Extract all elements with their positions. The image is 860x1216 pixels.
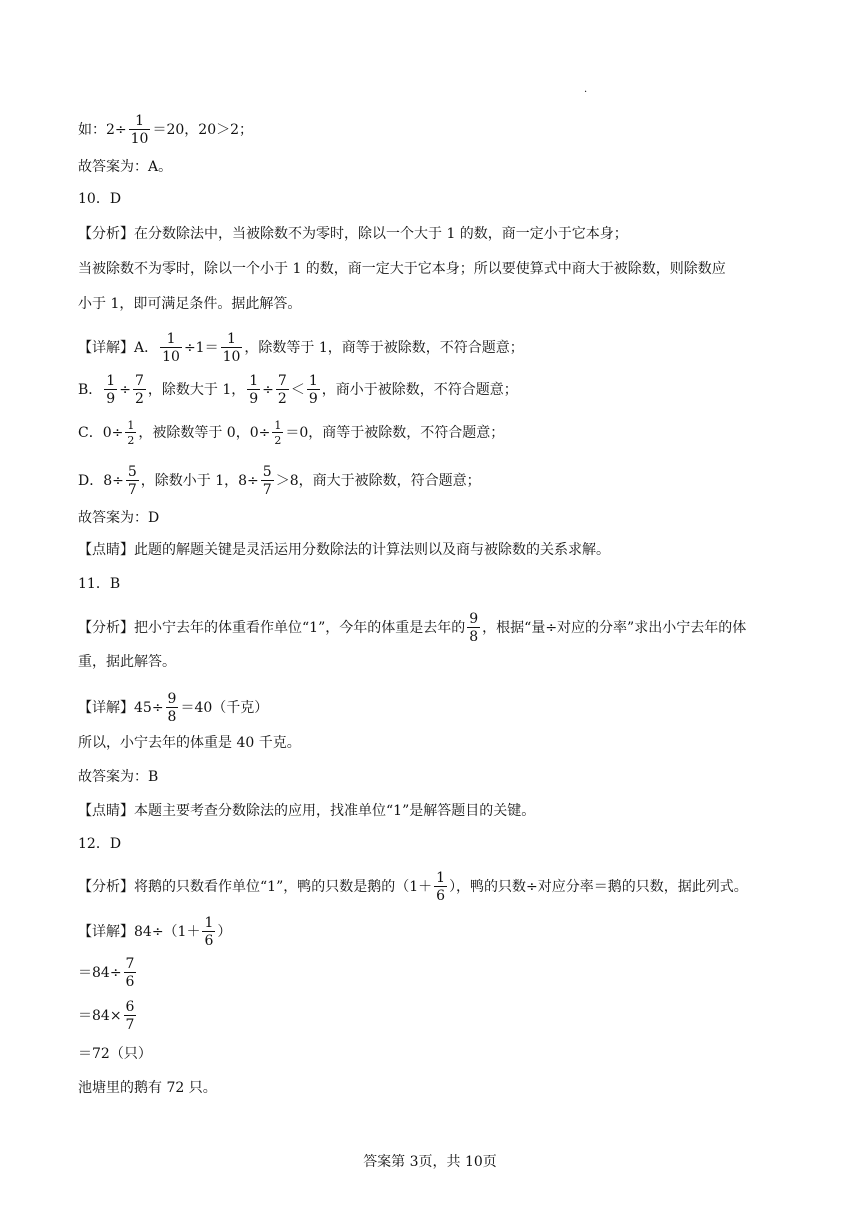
text-segment: D．8÷ — [78, 473, 124, 489]
text-segment: ＝84× — [78, 1008, 122, 1024]
fraction-numerator: 1 — [129, 114, 151, 130]
line-26: 池塘里的鹅有 72 只。 — [78, 1080, 217, 1096]
fraction — [276, 374, 289, 406]
line-12: 【点睛】此题的解题关键是灵活运用分数除法的计算法则以及商与被除数的关系求解。 — [78, 542, 610, 558]
fraction — [133, 374, 146, 406]
text-segment: ，被除数等于 0，0÷ — [138, 425, 271, 441]
line-6: 小于 1，即可满足条件。据此解答。 — [78, 296, 302, 312]
line-10 — [78, 465, 481, 497]
fraction-denominator: 9 — [249, 391, 259, 407]
fraction-denominator: 2 — [277, 391, 287, 407]
line-18: 故答案为：B — [78, 769, 159, 785]
page-footer: 答案第 3页，共 10页 — [363, 1154, 497, 1170]
fraction-numerator: 1 — [308, 373, 318, 389]
fraction — [125, 420, 136, 446]
fraction-denominator: 2 — [134, 391, 144, 407]
fraction-denominator: 6 — [125, 974, 135, 990]
line-21 — [78, 871, 748, 903]
text-segment: 【详解】A． — [78, 340, 159, 356]
fraction — [202, 916, 215, 948]
text-segment: ÷ — [119, 382, 131, 398]
line-20: 12．D — [78, 836, 122, 852]
line-22 — [78, 916, 231, 948]
line-3: 10．D — [78, 191, 122, 207]
fraction-denominator: 2 — [127, 434, 135, 447]
header-mark: . — [584, 84, 588, 95]
line-25: ＝72（只） — [78, 1046, 152, 1062]
fraction-denominator: 7 — [127, 482, 137, 498]
fraction — [467, 612, 480, 644]
line-5: 当被除数不为零时，除以一个小于 1 的数，商一定大于它本身；所以要使算式中商大于被除数，则除数应 — [78, 261, 726, 277]
text-segment: ＜ — [290, 382, 305, 398]
fraction — [160, 332, 182, 364]
fraction-denominator: 8 — [469, 629, 479, 645]
text-segment: ＝84÷ — [78, 965, 122, 981]
line-24 — [78, 1000, 138, 1032]
text-segment: ，商小于被除数，不符合题意； — [321, 382, 518, 398]
fraction — [261, 465, 274, 497]
line-11: 故答案为：D — [78, 510, 160, 526]
line-9 — [78, 420, 504, 446]
fraction — [129, 114, 151, 146]
fraction-numerator: 1 — [106, 373, 116, 389]
fraction-denominator: 7 — [125, 1017, 135, 1033]
text-segment: ，除数大于 1， — [147, 382, 246, 398]
line-17: 所以，小宁去年的体重是 40 千克。 — [78, 735, 301, 751]
fraction-numerator: 9 — [167, 691, 177, 707]
fraction-numerator: 9 — [469, 611, 479, 627]
fraction-numerator: 5 — [262, 464, 272, 480]
line-23 — [78, 957, 138, 989]
text-segment: C．0÷ — [78, 425, 124, 441]
fraction — [307, 374, 320, 406]
fraction-denominator: 6 — [436, 888, 446, 904]
line-8 — [78, 374, 518, 406]
fraction-denominator: 10 — [162, 349, 180, 365]
fraction — [247, 374, 260, 406]
fraction-denominator: 9 — [308, 391, 318, 407]
fraction-numerator: 1 — [274, 419, 282, 432]
fraction-numerator: 1 — [221, 332, 243, 348]
fraction-denominator: 6 — [204, 933, 214, 949]
text-segment: ，根据“量÷对应的分率”求出小宁去年的体 — [482, 620, 747, 636]
text-segment: 【详解】45÷ — [78, 700, 164, 716]
fraction-denominator: 8 — [167, 709, 177, 725]
line-1 — [78, 114, 253, 146]
text-segment: ÷1＝ — [183, 340, 219, 356]
fraction-numerator: 7 — [277, 373, 287, 389]
text-segment: 【详解】84÷（1＋ — [78, 924, 201, 940]
fraction-numerator: 6 — [125, 999, 135, 1015]
text-segment: ） — [217, 924, 232, 940]
line-2: 故答案为：A。 — [78, 159, 173, 175]
fraction-denominator: 9 — [106, 391, 116, 407]
fraction-numerator: 1 — [436, 870, 446, 886]
line-13: 11．B — [78, 576, 121, 592]
line-15: 重，据此解答。 — [78, 654, 176, 670]
text-segment: ÷ — [262, 382, 274, 398]
fraction-numerator: 1 — [127, 419, 135, 432]
text-segment: ＞8，商大于被除数，符合题意； — [275, 473, 481, 489]
fraction — [221, 332, 243, 364]
fraction — [124, 1000, 137, 1032]
fraction-denominator: 10 — [130, 131, 149, 147]
fraction — [434, 871, 447, 903]
line-19: 【点睛】本题主要考查分数除法的应用，找准单位“1”是解答题目的关键。 — [78, 803, 536, 819]
fraction-denominator: 10 — [222, 349, 241, 365]
line-4: 【分析】在分数除法中，当被除数不为零时，除以一个大于 1 的数，商一定小于它本身； — [78, 226, 628, 242]
text-segment: ，除数等于 1，商等于被除数，不符合题意； — [244, 340, 524, 356]
text-segment: ＝40（千克） — [180, 700, 269, 716]
fraction-numerator: 1 — [160, 332, 182, 348]
line-7 — [78, 332, 524, 364]
text-segment: ＝20，20＞2； — [152, 122, 254, 138]
text-segment: ，除数小于 1，8÷ — [140, 473, 259, 489]
fraction — [104, 374, 117, 406]
fraction-denominator: 7 — [262, 482, 272, 498]
text-segment: B． — [78, 382, 103, 398]
text-segment: ＝0，商等于被除数，不符合题意； — [285, 425, 505, 441]
fraction-numerator: 1 — [249, 373, 259, 389]
text-segment: ），鸭的只数÷对应分率＝鹅的只数，据此列式。 — [449, 879, 748, 895]
fraction-numerator: 1 — [204, 915, 214, 931]
fraction-denominator: 2 — [274, 434, 282, 447]
fraction — [166, 692, 179, 724]
text-segment: 【分析】把小宁去年的体重看作单位“1”，今年的体重是去年的 — [78, 620, 466, 636]
fraction — [272, 420, 283, 446]
fraction-numerator: 5 — [127, 464, 137, 480]
text-segment: 如：2÷ — [78, 122, 127, 138]
fraction — [124, 957, 137, 989]
fraction-numerator: 7 — [125, 956, 135, 972]
line-14 — [78, 612, 746, 644]
text-segment: 【分析】将鹅的只数看作单位“1”，鸭的只数是鹅的（1＋ — [78, 879, 433, 895]
fraction — [126, 465, 139, 497]
line-16 — [78, 692, 268, 724]
fraction-numerator: 7 — [134, 373, 144, 389]
